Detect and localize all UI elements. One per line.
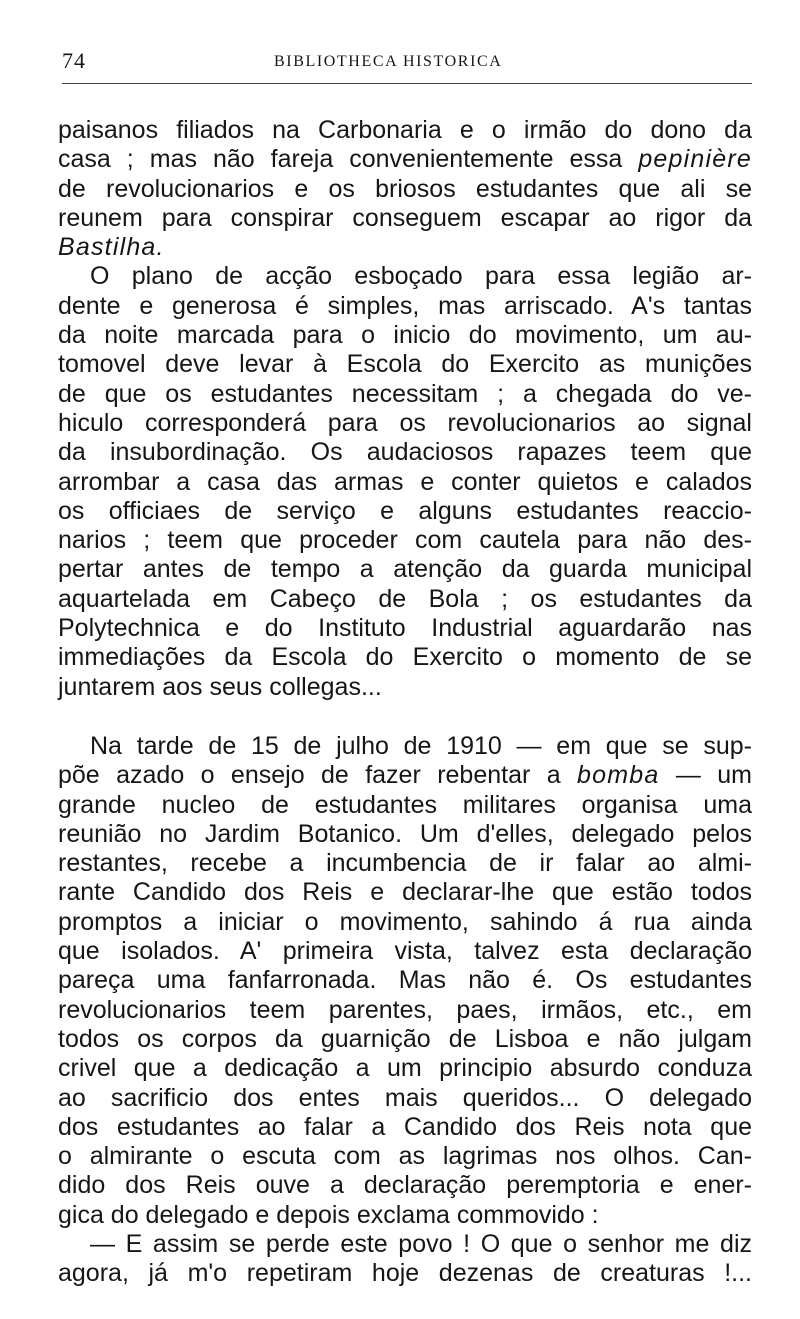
text-line: dido dos Reis ouve a declaração peremptoria e ener-: [58, 1171, 752, 1200]
text-line: os officiaes de serviço e alguns estudantes reaccio-: [58, 496, 752, 525]
text-line: arrombar a casa das armas e conter quietos e calados: [58, 467, 752, 496]
paragraph-gap: [58, 702, 752, 732]
italic-term: pepinière: [638, 145, 752, 174]
text-line: crivel que a dedicação a um principio absurdo conduza: [58, 1054, 752, 1083]
text-line: pertar antes de tempo a atenção da guarda municipal: [58, 555, 752, 584]
header-rule: [62, 83, 752, 84]
text-line: Na tarde de 15 de julho de 1910 — em que se sup-: [90, 731, 752, 760]
text-line: reunem para conspirar conseguem escapar ao rigor da: [58, 203, 752, 232]
text-line: paisanos filiados na Carbonaria e o irmão do dono da: [58, 116, 752, 144]
body-text: [58, 116, 752, 1289]
text-line: promptos a iniciar o movimento, sahindo á rua ainda: [58, 907, 752, 936]
text-line: restantes, recebe a incumbencia de ir falar ao almi-: [58, 849, 752, 878]
italic-term: bomba: [577, 761, 660, 790]
text-line: revolucionarios teem parentes, paes, irmãos, etc., em: [58, 995, 752, 1024]
text-line: juntarem aos seus collegas...: [58, 672, 382, 701]
paragraph-1: [58, 116, 752, 262]
text-line: todos os corpos da guarnição de Lisboa e não julgam: [58, 1024, 752, 1053]
text-line: ao sacrificio dos entes mais queridos... O delegado: [58, 1083, 752, 1112]
text-line: da insubordinação. Os audaciosos rapazes teem que: [58, 438, 752, 467]
running-title: BIBLIOTHECA HISTORICA: [274, 53, 503, 70]
italic-term: Bastilha.: [58, 233, 165, 262]
text-line: que isolados. A' primeira vista, talvez esta declaração: [58, 937, 752, 966]
text-line: agora, já m'o repetiram hoje dezenas de creaturas !...: [58, 1259, 752, 1288]
text-line: o almirante o escuta com as lagrimas nos olhos. Can-: [58, 1142, 752, 1171]
text-line: põe azado o ensejo de fazer rebentar a bomba — um: [58, 761, 752, 790]
page-header: [62, 48, 752, 78]
text-line: gica do delegado e depois exclama commovido :: [58, 1200, 599, 1229]
text-line: casa ; mas não fareja convenientemente essa pepinière: [58, 145, 752, 174]
text-line: O plano de acção esboçado para essa legião ar-: [90, 262, 752, 291]
text-line: aquartelada em Cabeço de Bola ; os estudantes da: [58, 584, 752, 613]
paragraph-3: [58, 732, 752, 1289]
page-number: 74: [62, 48, 86, 73]
text-line: [58, 233, 752, 262]
text-line: Polytechnica e do Instituto Industrial aguardarão nas: [58, 614, 752, 643]
text-line: grande nucleo de estudantes militares organisa uma: [58, 790, 752, 819]
text-line: hiculo corresponderá para os revolucionarios ao signal: [58, 408, 752, 437]
text-line: pareça uma fanfarronada. Mas não é. Os estudantes: [58, 966, 752, 995]
text-line: dos estudantes ao falar a Candido dos Reis nota que: [58, 1112, 752, 1141]
text-line: da noite marcada para o inicio do movimento, um au-: [58, 321, 752, 350]
text-line: — E assim se perde este povo ! O que o senhor me diz: [90, 1229, 752, 1258]
text-line: dente e generosa é simples, mas arriscado. A's tantas: [58, 291, 752, 320]
text-line: rante Candido dos Reis e declarar-lhe que estão todos: [58, 878, 752, 907]
text-line: de revolucionarios e os briosos estudantes que ali se: [58, 174, 752, 203]
text-line: reunião no Jardim Botanico. Um d'elles, delegado pelos: [58, 819, 752, 848]
text-line: tomovel deve levar à Escola do Exercito as munições: [58, 350, 752, 379]
paragraph-2: [58, 262, 752, 701]
text-line: de que os estudantes necessitam ; a chegada do ve-: [58, 379, 752, 408]
text-line: immediações da Escola do Exercito o momento de se: [58, 643, 752, 672]
text-line: narios ; teem que proceder com cautela para não des-: [58, 526, 752, 555]
